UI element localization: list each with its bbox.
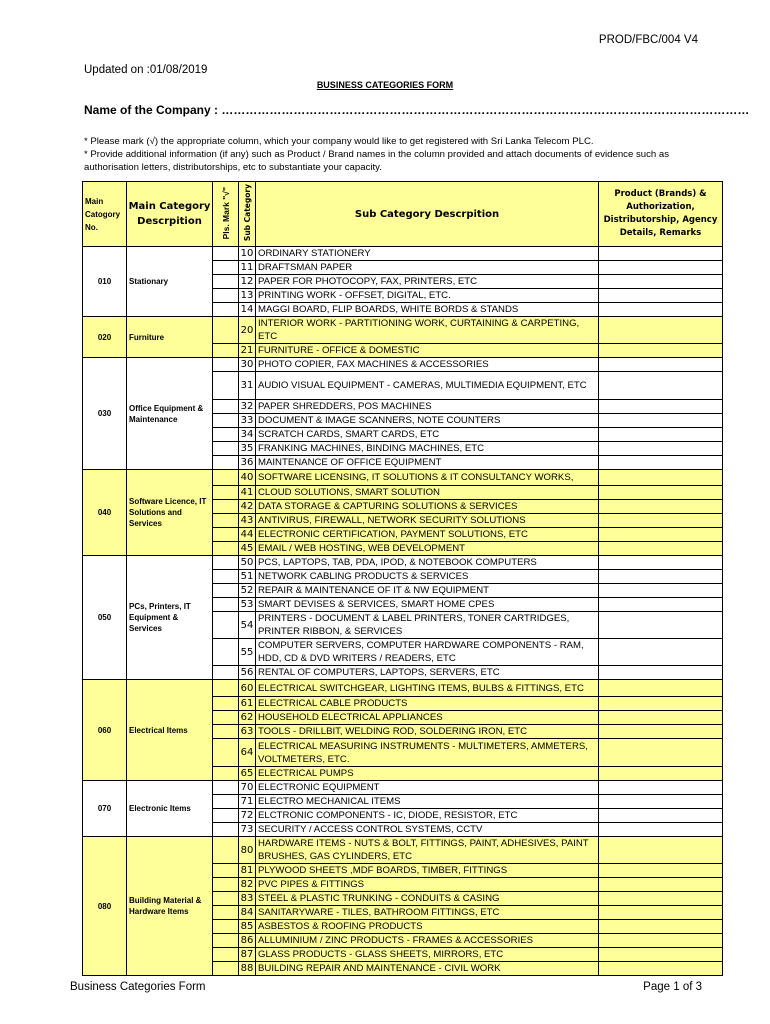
- mark-checkbox-cell[interactable]: [213, 317, 239, 344]
- sub-category-number: 42: [239, 500, 256, 514]
- mark-checkbox-cell[interactable]: [213, 456, 239, 470]
- mark-checkbox-cell[interactable]: [213, 289, 239, 303]
- main-category-name: Electronic Items: [127, 781, 213, 837]
- mark-checkbox-cell[interactable]: [213, 470, 239, 486]
- main-category-name: Furniture: [127, 317, 213, 358]
- main-category-code: 080: [83, 837, 127, 976]
- sub-category-number: 14: [239, 303, 256, 317]
- mark-checkbox-cell[interactable]: [213, 962, 239, 976]
- mark-checkbox-cell[interactable]: [213, 906, 239, 920]
- product-details-cell[interactable]: [599, 697, 723, 711]
- mark-checkbox-cell[interactable]: [213, 500, 239, 514]
- mark-checkbox-cell[interactable]: [213, 920, 239, 934]
- sub-category-description: SOFTWARE LICENSING, IT SOLUTIONS & IT CONSULTANCY WORKS,: [256, 470, 599, 486]
- product-details-cell[interactable]: [599, 456, 723, 470]
- product-details-cell[interactable]: [599, 823, 723, 837]
- categories-body: [83, 247, 723, 976]
- mark-checkbox-cell[interactable]: [213, 809, 239, 823]
- mark-checkbox-cell[interactable]: [213, 725, 239, 739]
- product-details-cell[interactable]: [599, 486, 723, 500]
- form-title: BUSINESS CATEGORIES FORM: [316, 80, 454, 90]
- mark-checkbox-cell[interactable]: [213, 514, 239, 528]
- product-details-cell[interactable]: [599, 948, 723, 962]
- sub-category-number: 32: [239, 400, 256, 414]
- product-details-cell[interactable]: [599, 400, 723, 414]
- product-details-cell[interactable]: [599, 542, 723, 556]
- sub-category-number: 70: [239, 781, 256, 795]
- product-details-cell[interactable]: [599, 962, 723, 976]
- product-details-cell[interactable]: [599, 612, 723, 639]
- mark-checkbox-cell[interactable]: [213, 781, 239, 795]
- product-details-cell[interactable]: [599, 428, 723, 442]
- product-details-cell[interactable]: [599, 570, 723, 584]
- product-details-cell[interactable]: [599, 906, 723, 920]
- sub-category-description: STEEL & PLASTIC TRUNKING - CONDUITS & CASING: [256, 892, 599, 906]
- main-category-code: 010: [83, 247, 127, 317]
- sub-category-description: FRANKING MACHINES, BINDING MACHINES, ETC: [256, 442, 599, 456]
- product-details-cell[interactable]: [599, 795, 723, 809]
- sub-category-description: ELECTRO MECHANICAL ITEMS: [256, 795, 599, 809]
- sub-category-description: ELCTRONIC COMPONENTS - IC, DIODE, RESISTOR, ETC: [256, 809, 599, 823]
- sub-category-description: ELECTRONIC CERTIFICATION, PAYMENT SOLUTIONS, ETC: [256, 528, 599, 542]
- product-details-cell[interactable]: [599, 470, 723, 486]
- sub-category-number: 55: [239, 639, 256, 666]
- header-pls-mark: [213, 182, 239, 247]
- mark-checkbox-cell[interactable]: [213, 486, 239, 500]
- instructions: [84, 135, 704, 174]
- sub-category-number: 51: [239, 570, 256, 584]
- sub-category-description: DRAFTSMAN PAPER: [256, 261, 599, 275]
- product-details-cell[interactable]: [599, 303, 723, 317]
- sub-category-number: 82: [239, 878, 256, 892]
- sub-category-description: PAPER FOR PHOTOCOPY, FAX, PRINTERS, ETC: [256, 275, 599, 289]
- mark-checkbox-cell[interactable]: [213, 697, 239, 711]
- main-category-code: 060: [83, 680, 127, 781]
- main-category-name: Building Material & Hardware Items: [127, 837, 213, 976]
- product-details-cell[interactable]: [599, 711, 723, 725]
- table-row: [83, 247, 723, 261]
- sub-category-number: 35: [239, 442, 256, 456]
- footer-form-name: Business Categories Form: [70, 981, 206, 993]
- product-details-cell[interactable]: [599, 892, 723, 906]
- sub-category-description: PLYWOOD SHEETS ,MDF BOARDS, TIMBER, FITTINGS: [256, 864, 599, 878]
- table-row: [83, 358, 723, 372]
- sub-category-description: AUDIO VISUAL EQUIPMENT - CAMERAS, MULTIMEDIA EQUIPMENT, ETC: [256, 372, 599, 400]
- product-details-cell[interactable]: [599, 247, 723, 261]
- sub-category-number: 31: [239, 372, 256, 400]
- sub-category-description: BUILDING REPAIR AND MAINTENANCE - CIVIL WORK: [256, 962, 599, 976]
- mark-checkbox-cell[interactable]: [213, 934, 239, 948]
- sub-category-description: RENTAL OF COMPUTERS, LAPTOPS, SERVERS, ETC: [256, 666, 599, 680]
- sub-category-number: 44: [239, 528, 256, 542]
- sub-category-description: TOOLS - DRILLBIT, WELDING ROD, SOLDERING IRON, ETC: [256, 725, 599, 739]
- sub-category-description: ELECTRICAL CABLE PRODUCTS: [256, 697, 599, 711]
- mark-checkbox-cell[interactable]: [213, 528, 239, 542]
- table-row: [83, 837, 723, 864]
- sub-category-description: EMAIL / WEB HOSTING, WEB DEVELOPMENT: [256, 542, 599, 556]
- mark-checkbox-cell[interactable]: [213, 247, 239, 261]
- sub-category-number: 54: [239, 612, 256, 639]
- table-row: [83, 556, 723, 570]
- mark-checkbox-cell[interactable]: [213, 739, 239, 767]
- sub-category-description: ELECTRONIC EQUIPMENT: [256, 781, 599, 795]
- sub-category-description: DATA STORAGE & CAPTURING SOLUTIONS & SERVICES: [256, 500, 599, 514]
- mark-checkbox-cell[interactable]: [213, 414, 239, 428]
- sub-category-description: SANITARYWARE - TILES, BATHROOM FITTINGS, ETC: [256, 906, 599, 920]
- sub-category-number: 72: [239, 809, 256, 823]
- mark-checkbox-cell[interactable]: [213, 400, 239, 414]
- product-details-cell[interactable]: [599, 767, 723, 781]
- sub-category-number: 13: [239, 289, 256, 303]
- product-details-cell[interactable]: [599, 934, 723, 948]
- sub-category-number: 83: [239, 892, 256, 906]
- sub-category-description: PRINTERS - DOCUMENT & LABEL PRINTERS, TONER CARTRIDGES, PRINTER RIBBON, & SERVICES: [256, 612, 599, 639]
- header-sub-category-no: [239, 182, 256, 247]
- mark-checkbox-cell[interactable]: [213, 261, 239, 275]
- mark-checkbox-cell[interactable]: [213, 570, 239, 584]
- sub-category-description: CLOUD SOLUTIONS, SMART SOLUTION: [256, 486, 599, 500]
- mark-checkbox-cell[interactable]: [213, 767, 239, 781]
- sub-category-number: 85: [239, 920, 256, 934]
- product-details-cell[interactable]: [599, 584, 723, 598]
- sub-category-number: 21: [239, 344, 256, 358]
- footer-page-number: Page 1 of 3: [643, 981, 702, 993]
- mark-checkbox-cell[interactable]: [213, 584, 239, 598]
- header-pls-mark-text: Pls. Mark "√": [220, 186, 231, 240]
- sub-category-number: 56: [239, 666, 256, 680]
- mark-checkbox-cell[interactable]: [213, 948, 239, 962]
- product-details-cell[interactable]: [599, 725, 723, 739]
- sub-category-description: ASBESTOS & ROOFING PRODUCTS: [256, 920, 599, 934]
- sub-category-description: ANTIVIRUS, FIREWALL, NETWORK SECURITY SOLUTIONS: [256, 514, 599, 528]
- header-product-details: Product (Brands) & Authorization, Distributorship, Agency Details, Remarks: [599, 182, 723, 247]
- company-name-field[interactable]: Name of the Company : ……………………………………………………………………………………………………………………: [84, 103, 750, 117]
- product-details-cell[interactable]: [599, 528, 723, 542]
- sub-category-description: COMPUTER SERVERS, COMPUTER HARDWARE COMPONENTS - RAM, HDD, CD & DVD WRITERS / READERS, ETC: [256, 639, 599, 666]
- product-details-cell[interactable]: [599, 344, 723, 358]
- sub-category-description: PCS, LAPTOPS, TAB, PDA, IPOD, & NOTEBOOK COMPUTERS: [256, 556, 599, 570]
- sub-category-number: 10: [239, 247, 256, 261]
- mark-checkbox-cell[interactable]: [213, 344, 239, 358]
- sub-category-number: 73: [239, 823, 256, 837]
- sub-category-number: 60: [239, 680, 256, 697]
- sub-category-number: 50: [239, 556, 256, 570]
- product-details-cell[interactable]: [599, 414, 723, 428]
- table-row: [83, 680, 723, 697]
- mark-checkbox-cell[interactable]: [213, 639, 239, 666]
- sub-category-number: 86: [239, 934, 256, 948]
- header-main-category-description: Main Category Descrpition: [127, 182, 213, 247]
- sub-category-description: MAGGI BOARD, FLIP BOARDS, WHITE BORDS & STANDS: [256, 303, 599, 317]
- mark-checkbox-cell[interactable]: [213, 864, 239, 878]
- sub-category-number: 84: [239, 906, 256, 920]
- sub-category-description: PHOTO COPIER, FAX MACHINES & ACCESSORIES: [256, 358, 599, 372]
- categories-table: [82, 181, 723, 976]
- mark-checkbox-cell[interactable]: [213, 556, 239, 570]
- sub-category-description: MAINTENANCE OF OFFICE EQUIPMENT: [256, 456, 599, 470]
- main-category-code: 050: [83, 556, 127, 680]
- mark-checkbox-cell[interactable]: [213, 711, 239, 725]
- sub-category-description: NETWORK CABLING PRODUCTS & SERVICES: [256, 570, 599, 584]
- product-details-cell[interactable]: [599, 864, 723, 878]
- sub-category-description: FURNITURE - OFFICE & DOMESTIC: [256, 344, 599, 358]
- instruction-line: * Provide additional information (if any) such as Product / Brand names in the column provided and attach documents of evidence such as authorisation letters, distributorships, etc to substantiate your capacity.: [84, 149, 670, 173]
- mark-checkbox-cell[interactable]: [213, 358, 239, 372]
- main-category-code: 030: [83, 358, 127, 470]
- sub-category-description: PRINTING WORK - OFFSET, DIGITAL, ETC.: [256, 289, 599, 303]
- document-reference: PROD/FBC/004 V4: [598, 34, 698, 46]
- sub-category-description: SMART DEVISES & SERVICES, SMART HOME CPES: [256, 598, 599, 612]
- sub-category-description: ALLUMINIUM / ZINC PRODUCTS - FRAMES & ACCESSORIES: [256, 934, 599, 948]
- product-details-cell[interactable]: [599, 739, 723, 767]
- mark-checkbox-cell[interactable]: [213, 372, 239, 400]
- product-details-cell[interactable]: [599, 289, 723, 303]
- sub-category-description: HARDWARE ITEMS - NUTS & BOLT, FITTINGS, PAINT, ADHESIVES, PAINT BRUSHES, GAS CYLINDERS, ETC: [256, 837, 599, 864]
- mark-checkbox-cell[interactable]: [213, 275, 239, 289]
- sub-category-number: 30: [239, 358, 256, 372]
- mark-checkbox-cell[interactable]: [213, 303, 239, 317]
- sub-category-number: 52: [239, 584, 256, 598]
- sub-category-description: REPAIR & MAINTENANCE OF IT & NW EQUIPMENT: [256, 584, 599, 598]
- sub-category-description: SCRATCH CARDS, SMART CARDS, ETC: [256, 428, 599, 442]
- sub-category-number: 40: [239, 470, 256, 486]
- product-details-cell[interactable]: [599, 837, 723, 864]
- mark-checkbox-cell[interactable]: [213, 680, 239, 697]
- sub-category-description: ELECTRICAL SWITCHGEAR, LIGHTING ITEMS, BULBS & FITTINGS, ETC: [256, 680, 599, 697]
- sub-category-number: 71: [239, 795, 256, 809]
- sub-category-number: 63: [239, 725, 256, 739]
- sub-category-number: 12: [239, 275, 256, 289]
- sub-category-number: 34: [239, 428, 256, 442]
- product-details-cell[interactable]: [599, 920, 723, 934]
- mark-checkbox-cell[interactable]: [213, 823, 239, 837]
- main-category-name: Stationary: [127, 247, 213, 317]
- mark-checkbox-cell[interactable]: [213, 878, 239, 892]
- mark-checkbox-cell[interactable]: [213, 542, 239, 556]
- sub-category-description: DOCUMENT & IMAGE SCANNERS, NOTE COUNTERS: [256, 414, 599, 428]
- product-details-cell[interactable]: [599, 514, 723, 528]
- sub-category-description: ORDINARY STATIONERY: [256, 247, 599, 261]
- instruction-line: * Please mark (√) the appropriate column, which your company would like to get registered with Sri Lanka Telecom PLC.: [84, 136, 594, 147]
- product-details-cell[interactable]: [599, 781, 723, 795]
- sub-category-number: 33: [239, 414, 256, 428]
- sub-category-description: PAPER SHREDDERS, POS MACHINES: [256, 400, 599, 414]
- sub-category-description: PVC PIPES & FITTINGS: [256, 878, 599, 892]
- table-row: [83, 781, 723, 795]
- product-details-cell[interactable]: [599, 556, 723, 570]
- table-row: [83, 470, 723, 486]
- sub-category-number: 62: [239, 711, 256, 725]
- sub-category-number: 88: [239, 962, 256, 976]
- product-details-cell[interactable]: [599, 317, 723, 344]
- sub-category-description: INTERIOR WORK - PARTITIONING WORK, CURTAINING & CARPETING, ETC: [256, 317, 599, 344]
- sub-category-number: 20: [239, 317, 256, 344]
- sub-category-description: ELECTRICAL MEASURING INSTRUMENTS - MULTIMETERS, AMMETERS, VOLTMETERS, ETC.: [256, 739, 599, 767]
- main-category-name: Software Licence, IT Solutions and Services: [127, 470, 213, 556]
- product-details-cell[interactable]: [599, 809, 723, 823]
- mark-checkbox-cell[interactable]: [213, 666, 239, 680]
- mark-checkbox-cell[interactable]: [213, 892, 239, 906]
- sub-category-number: 36: [239, 456, 256, 470]
- main-category-code: 020: [83, 317, 127, 358]
- mark-checkbox-cell[interactable]: [213, 612, 239, 639]
- product-details-cell[interactable]: [599, 500, 723, 514]
- sub-category-number: 80: [239, 837, 256, 864]
- product-details-cell[interactable]: [599, 275, 723, 289]
- header-main-category-no: Main Catogory No.: [83, 182, 127, 247]
- sub-category-number: 53: [239, 598, 256, 612]
- mark-checkbox-cell[interactable]: [213, 837, 239, 864]
- product-details-cell[interactable]: [599, 442, 723, 456]
- sub-category-number: 87: [239, 948, 256, 962]
- mark-checkbox-cell[interactable]: [213, 795, 239, 809]
- table-row: [83, 317, 723, 344]
- mark-checkbox-cell[interactable]: [213, 442, 239, 456]
- header-sub-category-text: Sub Category: [242, 184, 252, 242]
- main-category-name: Office Equipment & Maintenance: [127, 358, 213, 470]
- sub-category-number: 65: [239, 767, 256, 781]
- sub-category-number: 43: [239, 514, 256, 528]
- mark-checkbox-cell[interactable]: [213, 428, 239, 442]
- sub-category-number: 41: [239, 486, 256, 500]
- product-details-cell[interactable]: [599, 261, 723, 275]
- sub-category-number: 61: [239, 697, 256, 711]
- sub-category-number: 45: [239, 542, 256, 556]
- main-category-name: PCs, Printers, IT Equipment & Services: [127, 556, 213, 680]
- product-details-cell[interactable]: [599, 639, 723, 666]
- product-details-cell[interactable]: [599, 598, 723, 612]
- main-category-name: Electrical Items: [127, 680, 213, 781]
- sub-category-description: SECURITY / ACCESS CONTROL SYSTEMS, CCTV: [256, 823, 599, 837]
- updated-date: Updated on :01/08/2019: [84, 64, 208, 76]
- product-details-cell[interactable]: [599, 358, 723, 372]
- sub-category-description: HOUSEHOLD ELECTRICAL APPLIANCES: [256, 711, 599, 725]
- sub-category-description: ELECTRICAL PUMPS: [256, 767, 599, 781]
- mark-checkbox-cell[interactable]: [213, 598, 239, 612]
- product-details-cell[interactable]: [599, 372, 723, 400]
- main-category-code: 040: [83, 470, 127, 556]
- sub-category-number: 11: [239, 261, 256, 275]
- main-category-code: 070: [83, 781, 127, 837]
- product-details-cell[interactable]: [599, 878, 723, 892]
- product-details-cell[interactable]: [599, 680, 723, 697]
- sub-category-number: 64: [239, 739, 256, 767]
- sub-category-description: GLASS PRODUCTS - GLASS SHEETS, MIRRORS, ETC: [256, 948, 599, 962]
- sub-category-number: 81: [239, 864, 256, 878]
- header-sub-category-description: Sub Category Descrpition: [256, 182, 599, 247]
- product-details-cell[interactable]: [599, 666, 723, 680]
